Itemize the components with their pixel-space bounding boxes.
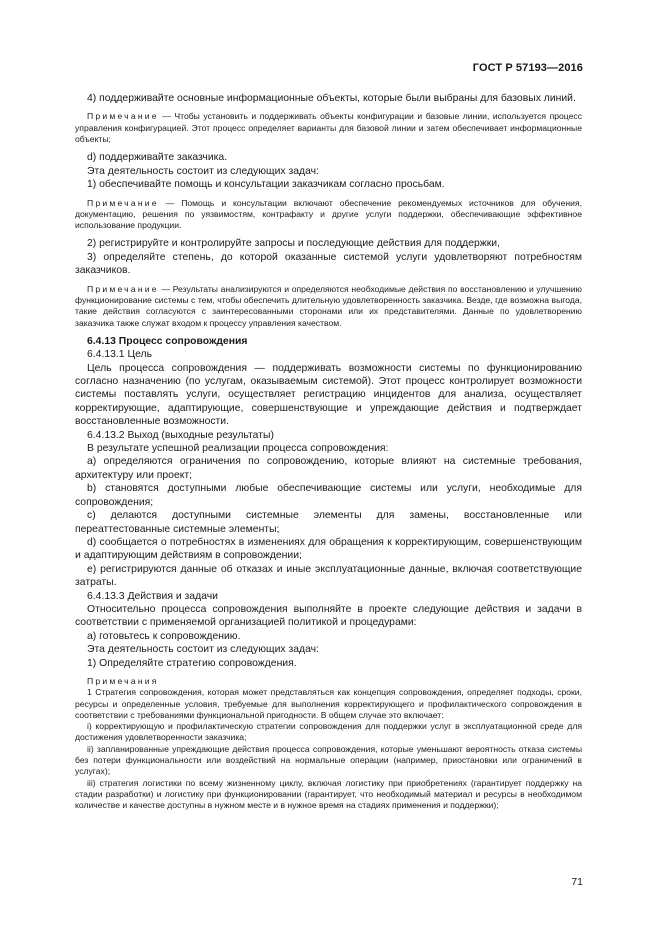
- page-number: 71: [571, 876, 583, 888]
- section-heading: 6.4.13 Процесс сопровождения: [87, 335, 248, 347]
- paragraph: 1) обеспечивайте помощь и консультации заказчикам согласно просьбам.: [87, 179, 445, 191]
- document-code: ГОСТ Р 57193—2016: [472, 62, 583, 74]
- paragraph: d) поддерживайте заказчика.: [87, 152, 228, 164]
- note-item: ii) запланированные упреждающие действия процесса сопровождения, которые уменьшают вероятность отказа системы без потери функциональности или воздействий на нормальные операции (например, приостановки или ограничений в услугах);: [75, 743, 582, 777]
- list-item: b) становятся доступными любые обеспечивающие системы или услуги, необходимые для сопровождения;: [75, 483, 582, 508]
- note-label: Примечание: [87, 111, 159, 122]
- note: [75, 111, 582, 145]
- paragraph: 4) поддерживайте основные информационные объекты, которые были выбраны для базовых линий.: [87, 93, 576, 104]
- note-item: i) корректирующую и профилактическую стратегии сопровождения для поддержки услуг в эксплуатационной среде для достижения удовлетворенности заказчика;: [75, 721, 582, 743]
- paragraph: 3) определяйте степень, до которой оказанные системой услуги удовлетворяют потребностям заказчиков.: [75, 251, 582, 277]
- paragraph: Эта деятельность состоит из следующих задач:: [87, 165, 319, 177]
- note-text: — Помощь и консультации включают обеспечение рекомендуемых источников для обучения, документацию, решения по уязвимостям, контрафакту и другие услуги поддержки, обеспечивающие эффективное использование продукции.: [75, 197, 582, 231]
- paragraph: 2) регистрируйте и контролируйте запросы и последующие действия для поддержки,: [87, 238, 500, 250]
- list-item: a) определяются ограничения по сопровождению, которые влияют на системные требования, архитектуру или проект;: [75, 456, 582, 481]
- paragraph: Относительно процесса сопровождения выполняйте в проекте следующие действия и задачи в соответствии с применяемой организацией политикой и процедурами:: [75, 603, 582, 629]
- list-item: e) регистрируются данные об отказах и иные эксплуатационные данные, включая соответствующие затраты.: [75, 563, 582, 589]
- subsection-title: 6.4.13.3 Действия и задачи: [87, 590, 218, 602]
- list-item: d) сообщается о потребностях в изменениях для обращения к корректирующим, совершенствующим и адаптирующим действиям в сопровождении;: [75, 536, 582, 562]
- note-text: — Результаты анализируются и определяются необходимые действия по восстановлению и улучшению функционирование системы с тем, чтобы обеспечить длительную удовлетворенность заказчика. Везде, где возможна выгода, такие действия согласуются с заинтересованными сторонами или их представителями. Данные по удовлетворению заказчика также служат входом к процессу управления качеством.: [75, 283, 582, 328]
- note: [75, 284, 582, 329]
- paragraph: Эта деятельность состоит из следующих задач:: [87, 644, 319, 656]
- paragraph: Цель процесса сопровождения — поддерживать возможности системы по функционированию согласно назначению (по услугам, оказываемым системой). Этот процесс контролирует возможности системы поставлять услуги, осуществляет регистрацию инцидентов для анализа, осуществляет корректирующие, адаптирующие, совершенствующие и упреждающие действия и подтверждает восстановленные возможности.: [75, 362, 582, 428]
- page-content: [75, 92, 582, 812]
- paragraph: В результате успешной реализации процесса сопровождения:: [87, 443, 389, 455]
- list-item: c) делаются доступными системные элементы для замены, восстановленные или переаттестованные системные элементы;: [75, 510, 582, 535]
- subsection-title: 6.4.13.1 Цель: [87, 349, 153, 361]
- notes-title: Примечания: [87, 675, 159, 686]
- note-text: — Чтобы установить и поддерживать объекты конфигурации и базовые линии, используется процесс управления конфигурацией. Этот процесс определяет варианты для базовой линии и затем обеспечивает информационные объекты;: [75, 111, 582, 144]
- note-item: iii) стратегия логистики по всему жизненному циклу, включая логистику при приобретениях (гарантирует поддержку на стадии разработки) и логистику при функционировании (гарантирует, что необходимый материал и ресурсы в необходимом количестве и качестве доступны в нужном месте и в нужное время на стадиях применения и поддержки);: [75, 777, 582, 811]
- note: [75, 198, 582, 232]
- subsection-title: 6.4.13.2 Выход (выходные результаты): [87, 429, 274, 441]
- note-item: 1 Стратегия сопровождения, которая может представляться как концепция сопровождения, определяет подходы, сроки, ресурсы и определенные условия, требуемые для выполнения корректирующего и профилактического сопровождения в соответствии с требованиями функциональной пригодности. В общем случае это включает:: [75, 687, 582, 720]
- note-label: Примечание: [87, 197, 159, 208]
- list-item: 1) Определяйте стратегию сопровождения.: [87, 657, 297, 669]
- note-label: Примечание: [87, 283, 159, 294]
- list-item: a) готовьтесь к сопровождению.: [87, 630, 241, 642]
